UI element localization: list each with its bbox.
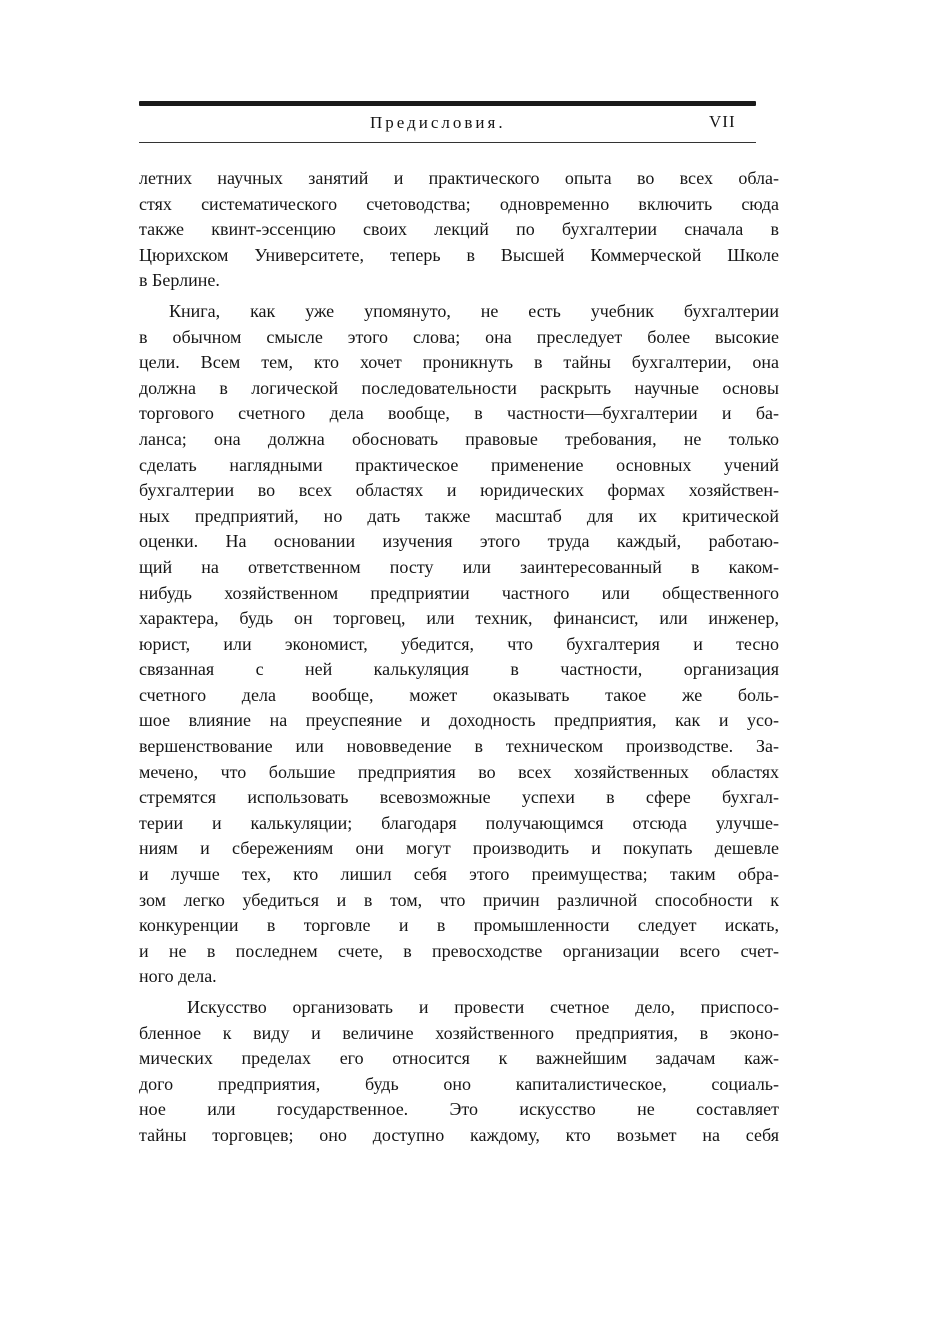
text-line: Цюрихском Университете, теперь в Высшей Коммерческой Школе bbox=[139, 244, 779, 265]
text-line: мечено, что большие предприятия во всех хозяйственных областях bbox=[139, 761, 779, 782]
text-line: и не в последнем счете, в превосходстве организации всего счет- bbox=[139, 940, 779, 961]
text-line: ниям и сбережениям они могут производить и покупать дешевле bbox=[139, 838, 779, 859]
text-line: конкуренции в торговле и в промышленности следует искать, bbox=[139, 915, 779, 936]
text-line: стях систематического счетоводства; одновременно включить сюда bbox=[139, 193, 779, 214]
text-line: связанная с ней калькуляция в частности, организация bbox=[139, 659, 779, 680]
paragraph-3 bbox=[139, 995, 779, 1149]
text-line: ное или государственное. Это искусство не составляет bbox=[139, 1099, 779, 1120]
header-rule-bottom bbox=[139, 142, 756, 143]
text-line: Искусство организовать и провести счетное дело, приспосо- bbox=[187, 997, 779, 1017]
text-line: торгового счетного дела вообще, в частности—бухгалтерии и ба- bbox=[139, 403, 779, 424]
text-line: в обычном смысле этого слова; она преследует более высокие bbox=[139, 326, 779, 347]
paragraph-1 bbox=[139, 166, 779, 294]
header-rule-top bbox=[139, 101, 756, 106]
text-line: цели. Всем тем, кто хочет проникнуть в тайны бухгалтерии, она bbox=[139, 352, 779, 373]
text-line: мических пределах его относится к важнейшим задачам каж- bbox=[139, 1048, 779, 1069]
text-line: терии и калькуляции; благодаря получающимся отсюда улучше- bbox=[139, 812, 779, 833]
page-number: VII bbox=[709, 112, 736, 131]
text-line: ных предприятий, но дать также масштаб для их критической bbox=[139, 505, 779, 526]
text-line: тайны торговцев; оно доступно каждому, кто возьмет на себя bbox=[139, 1124, 779, 1145]
text-line: летних научных занятий и практического опыта во всех обла- bbox=[139, 168, 779, 188]
paragraph-2 bbox=[139, 299, 779, 990]
text-line: шое влияние на преуспеяние и доходность предприятия, как и усо- bbox=[139, 710, 779, 731]
text-line: вершенствование или нововведение в техническом производстве. За- bbox=[139, 736, 779, 757]
text-line: должна в логической последовательности раскрыть научные основы bbox=[139, 377, 779, 398]
text-line: стремятся использовать всевозможные успехи в сфере бухгал- bbox=[139, 787, 779, 808]
text-line: ланса; она должна обосновать правовые требования, не только bbox=[139, 428, 779, 449]
body-text bbox=[139, 166, 779, 1149]
text-line: счетного дела вообще, может оказывать такое же боль- bbox=[139, 684, 779, 705]
text-line: бухгалтерии во всех областях и юридических формах хозяйствен- bbox=[139, 480, 779, 501]
text-line: также квинт-эссенцию своих лекций по бухгалтерии сначала в bbox=[139, 219, 779, 240]
text-line: сделать наглядными практическое применение основных учений bbox=[139, 454, 779, 475]
text-line: Книга, как уже упомянуто, не есть учебник бухгалтерии bbox=[169, 300, 779, 321]
text-line: щий на ответственном посту или заинтересованный в каком- bbox=[139, 556, 779, 577]
text-line: в Берлине. bbox=[139, 270, 220, 291]
text-line: дого предприятия, будь оно капиталистическое, социаль- bbox=[139, 1073, 779, 1094]
running-header-title: Предисловия. bbox=[370, 113, 506, 132]
text-line: юрист, или экономист, убедится, что бухгалтерия и тесно bbox=[139, 633, 779, 654]
text-line: ного дела. bbox=[139, 966, 217, 987]
text-line: зом легко убедиться и в том, что причин различной способности к bbox=[139, 889, 779, 910]
text-line: характера, будь он торговец, или техник, финансист, или инженер, bbox=[139, 608, 779, 629]
text-line: и лучше тех, кто лишил себя этого преимущества; таким обра- bbox=[139, 864, 779, 885]
text-line: нибудь хозяйственном предприятии частного или общественного bbox=[139, 582, 779, 603]
text-line: оценки. На основании изучения этого труда каждый, работаю- bbox=[139, 531, 779, 552]
text-line: бленное к виду и величине хозяйственного предприятия, в эконо- bbox=[139, 1022, 779, 1043]
